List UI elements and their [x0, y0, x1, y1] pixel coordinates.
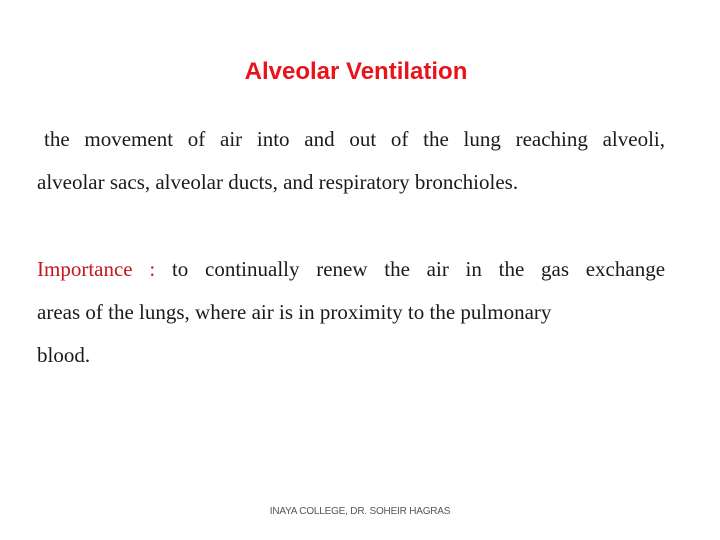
importance-label: Importance :	[37, 257, 156, 281]
footer-credit: INAYA COLLEGE, DR. SOHEIR HAGRAS	[269, 506, 451, 517]
definition-line-2: alveolar sacs, alveolar ducts, and respiratory bronchioles.	[37, 170, 519, 194]
definition-paragraph	[37, 118, 665, 204]
importance-line-3: blood.	[37, 343, 91, 367]
importance-paragraph	[37, 248, 665, 377]
importance-line-1-text: to continually renew the air in the gas exchange	[171, 257, 666, 281]
definition-line-1: the movement of air into and out of the lung reaching alveoli,	[44, 127, 665, 151]
importance-line-2: areas of the lungs, where air is in proximity to the pulmonary	[37, 300, 552, 324]
slide-title: Alveolar Ventilation	[244, 58, 468, 85]
importance-line-1	[37, 248, 665, 291]
